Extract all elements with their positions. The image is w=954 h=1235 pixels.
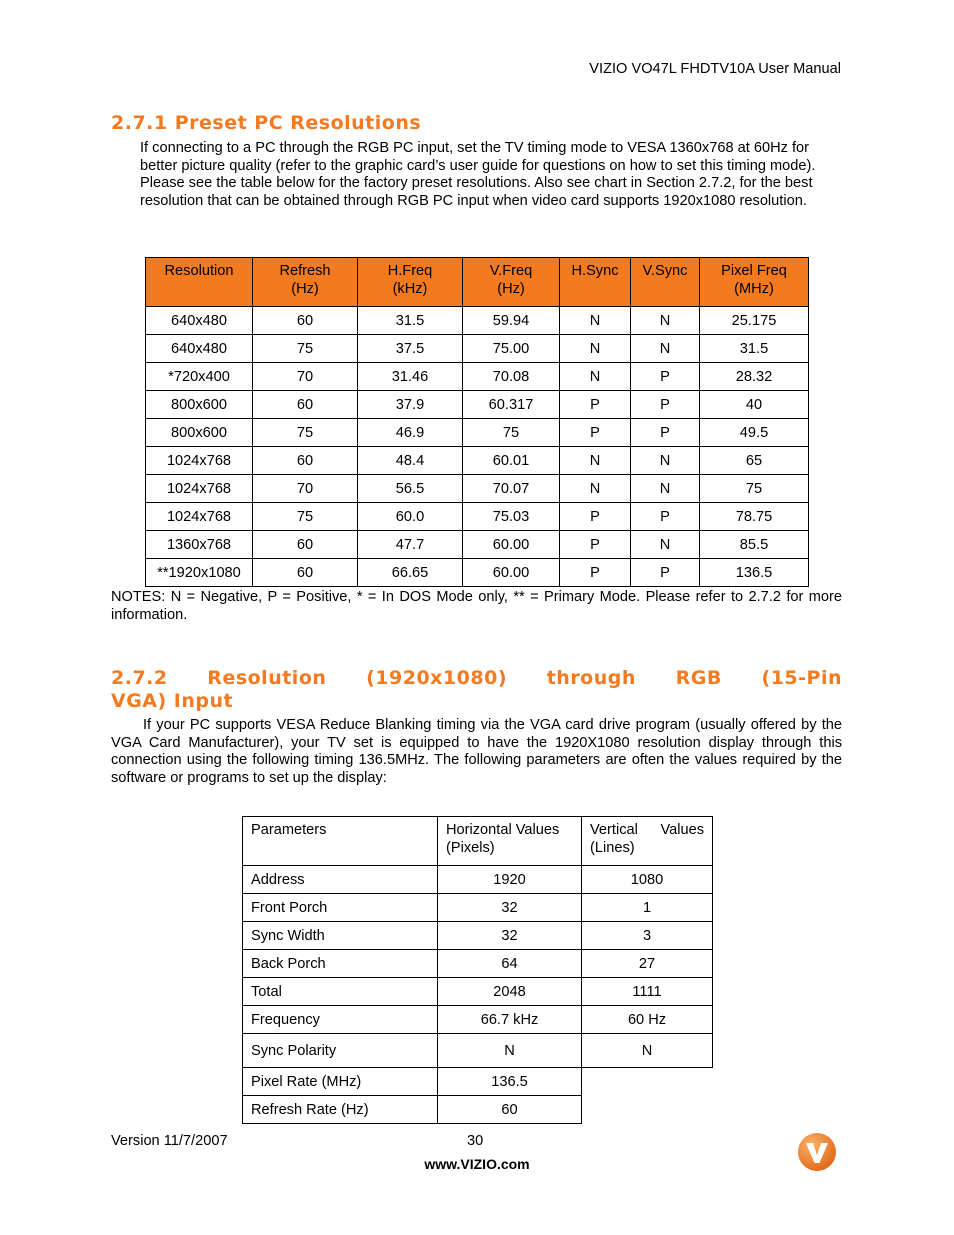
table-cell: N	[560, 475, 631, 503]
header-hfreq: H.Freq (kHz)	[358, 258, 463, 307]
table-notes: NOTES: N = Negative, P = Positive, * = In DOS Mode only, ** = Primary Mode. Please refer to 2.7.2 for more information.	[111, 589, 842, 623]
table-cell: 31.5	[358, 307, 463, 335]
table-cell: 60.317	[463, 391, 560, 419]
preset-resolutions-table	[145, 257, 809, 587]
table-cell: 31.46	[358, 363, 463, 391]
table-cell: 800x600	[146, 391, 253, 419]
header-resolution: Resolution	[146, 258, 253, 307]
version-text: Version 11/7/2007	[111, 1133, 228, 1149]
param-row	[243, 978, 713, 1006]
param-cell: Front Porch	[243, 894, 438, 922]
table-cell: 65	[700, 447, 809, 475]
table-cell: 60.0	[358, 503, 463, 531]
table-cell: P	[631, 419, 700, 447]
table-row	[146, 419, 809, 447]
section-heading-2-7-1: 2.7.1 Preset PC Resolutions	[111, 112, 422, 134]
section-2-7-1-paragraph: If connecting to a PC through the RGB PC input, set the TV timing mode to VESA 1360x768 at 60Hz for better picture quality (refer to the graphic card’s user guide for questions on how to set this timing mode). Please see the table below for the factory preset resolutions. Also see chart in Section 2.7.2, for the best resolution that can be obtained through RGB PC input when video card supports 1920x1080 resolution.	[140, 140, 816, 209]
table-cell: 48.4	[358, 447, 463, 475]
param-cell: 2048	[438, 978, 582, 1006]
table-cell: P	[631, 391, 700, 419]
table-cell: 60	[253, 391, 358, 419]
table-cell: P	[560, 391, 631, 419]
header-refresh: Refresh (Hz)	[253, 258, 358, 307]
param-cell: 60	[438, 1096, 582, 1124]
table-cell: N	[631, 335, 700, 363]
manual-title: VIZIO VO47L FHDTV10A User Manual	[589, 61, 841, 77]
table-cell: 85.5	[700, 531, 809, 559]
param-cell: 32	[438, 894, 582, 922]
table-cell: 75.03	[463, 503, 560, 531]
header-vfreq: V.Freq (Hz)	[463, 258, 560, 307]
table-cell: P	[560, 531, 631, 559]
table-cell: 70	[253, 363, 358, 391]
section-2-7-2-paragraph: If your PC supports VESA Reduce Blanking timing via the VGA card drive program (usually offered by the VGA Card Manufacturer), your TV set is equipped to have the 1920X1080 resolution display through this connection using the following timing 136.5MHz. The following parameters are often the values required by the software or programs to set up the display:	[111, 717, 842, 786]
param-row	[243, 950, 713, 978]
table-cell: P	[560, 419, 631, 447]
table-cell: 75	[253, 335, 358, 363]
table-cell: P	[631, 559, 700, 587]
param-row	[243, 1034, 713, 1068]
param-cell: 1	[582, 894, 713, 922]
table-cell: 75	[700, 475, 809, 503]
table-row	[146, 559, 809, 587]
table-cell: N	[560, 335, 631, 363]
param-header-row	[243, 817, 713, 866]
table-cell: N	[631, 307, 700, 335]
table-cell: 59.94	[463, 307, 560, 335]
table-cell: 70	[253, 475, 358, 503]
table-cell: N	[631, 531, 700, 559]
table-cell: P	[631, 503, 700, 531]
table-cell: 75	[253, 503, 358, 531]
table-cell: 37.9	[358, 391, 463, 419]
table-cell: 640x480	[146, 307, 253, 335]
table-cell: N	[631, 447, 700, 475]
table-row	[146, 503, 809, 531]
table-cell: 70.07	[463, 475, 560, 503]
page-number: 30	[467, 1133, 484, 1149]
table-cell: 75	[463, 419, 560, 447]
table-cell: 640x480	[146, 335, 253, 363]
table-cell: N	[560, 363, 631, 391]
param-cell: Refresh Rate (Hz)	[243, 1096, 438, 1124]
table-row	[146, 335, 809, 363]
param-row	[243, 1096, 713, 1124]
param-row	[243, 1068, 713, 1096]
param-cell: 1080	[582, 866, 713, 894]
param-cell: Frequency	[243, 1006, 438, 1034]
param-cell: 27	[582, 950, 713, 978]
vizio-logo-icon	[797, 1132, 837, 1172]
table-cell: 60.00	[463, 531, 560, 559]
table-cell: 60	[253, 559, 358, 587]
timing-parameters-table	[242, 816, 713, 1124]
param-cell: Address	[243, 866, 438, 894]
table-cell: 60	[253, 447, 358, 475]
table-row	[146, 307, 809, 335]
table-row	[146, 447, 809, 475]
table-cell: 56.5	[358, 475, 463, 503]
empty-cell	[582, 1068, 713, 1096]
table-row	[146, 531, 809, 559]
table-cell: 25.175	[700, 307, 809, 335]
param-row	[243, 1006, 713, 1034]
table-cell: N	[560, 447, 631, 475]
table-cell: 75	[253, 419, 358, 447]
table-cell: 60.00	[463, 559, 560, 587]
table-cell: 66.65	[358, 559, 463, 587]
section-heading-2-7-2-line2: VGA) Input	[111, 690, 234, 712]
param-cell: 1111	[582, 978, 713, 1006]
header-hsync: H.Sync	[560, 258, 631, 307]
param-row	[243, 866, 713, 894]
table-cell: 1024x768	[146, 447, 253, 475]
param-cell: 60 Hz	[582, 1006, 713, 1034]
section-heading-2-7-2-line1: 2.7.2 Resolution (1920x1080) through RGB (15-Pin	[111, 667, 842, 689]
param-cell: 64	[438, 950, 582, 978]
param-cell: Back Porch	[243, 950, 438, 978]
table-cell: N	[631, 475, 700, 503]
table-cell: 800x600	[146, 419, 253, 447]
table-cell: **1920x1080	[146, 559, 253, 587]
header-vsync: V.Sync	[631, 258, 700, 307]
param-cell: N	[438, 1034, 582, 1068]
table-cell: 60	[253, 307, 358, 335]
param-cell: 32	[438, 922, 582, 950]
param-header-parameters: Parameters	[243, 817, 438, 866]
param-cell: 3	[582, 922, 713, 950]
table-cell: 40	[700, 391, 809, 419]
table-cell: 1024x768	[146, 475, 253, 503]
param-row	[243, 922, 713, 950]
table-cell: 28.32	[700, 363, 809, 391]
table-cell: *720x400	[146, 363, 253, 391]
param-row	[243, 894, 713, 922]
param-cell: N	[582, 1034, 713, 1068]
param-cell: Sync Width	[243, 922, 438, 950]
table-header-row	[146, 258, 809, 307]
table-cell: 46.9	[358, 419, 463, 447]
table-cell: N	[560, 307, 631, 335]
table-cell: 47.7	[358, 531, 463, 559]
table-cell: P	[631, 363, 700, 391]
table-row	[146, 391, 809, 419]
param-cell: 1920	[438, 866, 582, 894]
param-cell: Sync Polarity	[243, 1034, 438, 1068]
table-row	[146, 475, 809, 503]
header-pixel-freq: Pixel Freq (MHz)	[700, 258, 809, 307]
table-cell: 70.08	[463, 363, 560, 391]
param-cell: Total	[243, 978, 438, 1006]
param-cell: Pixel Rate (MHz)	[243, 1068, 438, 1096]
table-cell: 1360x768	[146, 531, 253, 559]
website-url: www.VIZIO.com	[424, 1156, 530, 1172]
table-cell: 60.01	[463, 447, 560, 475]
param-header-horizontal: Horizontal Values (Pixels)	[438, 817, 582, 866]
empty-cell	[582, 1096, 713, 1124]
table-cell: 60	[253, 531, 358, 559]
table-cell: 78.75	[700, 503, 809, 531]
table-cell: 75.00	[463, 335, 560, 363]
table-cell: 1024x768	[146, 503, 253, 531]
param-cell: 136.5	[438, 1068, 582, 1096]
table-cell: P	[560, 503, 631, 531]
table-cell: 37.5	[358, 335, 463, 363]
table-row	[146, 363, 809, 391]
table-cell: 136.5	[700, 559, 809, 587]
table-cell: 31.5	[700, 335, 809, 363]
param-cell: 66.7 kHz	[438, 1006, 582, 1034]
table-cell: 49.5	[700, 419, 809, 447]
table-cell: P	[560, 559, 631, 587]
param-header-vertical: Vertical Values (Lines)	[582, 817, 713, 866]
